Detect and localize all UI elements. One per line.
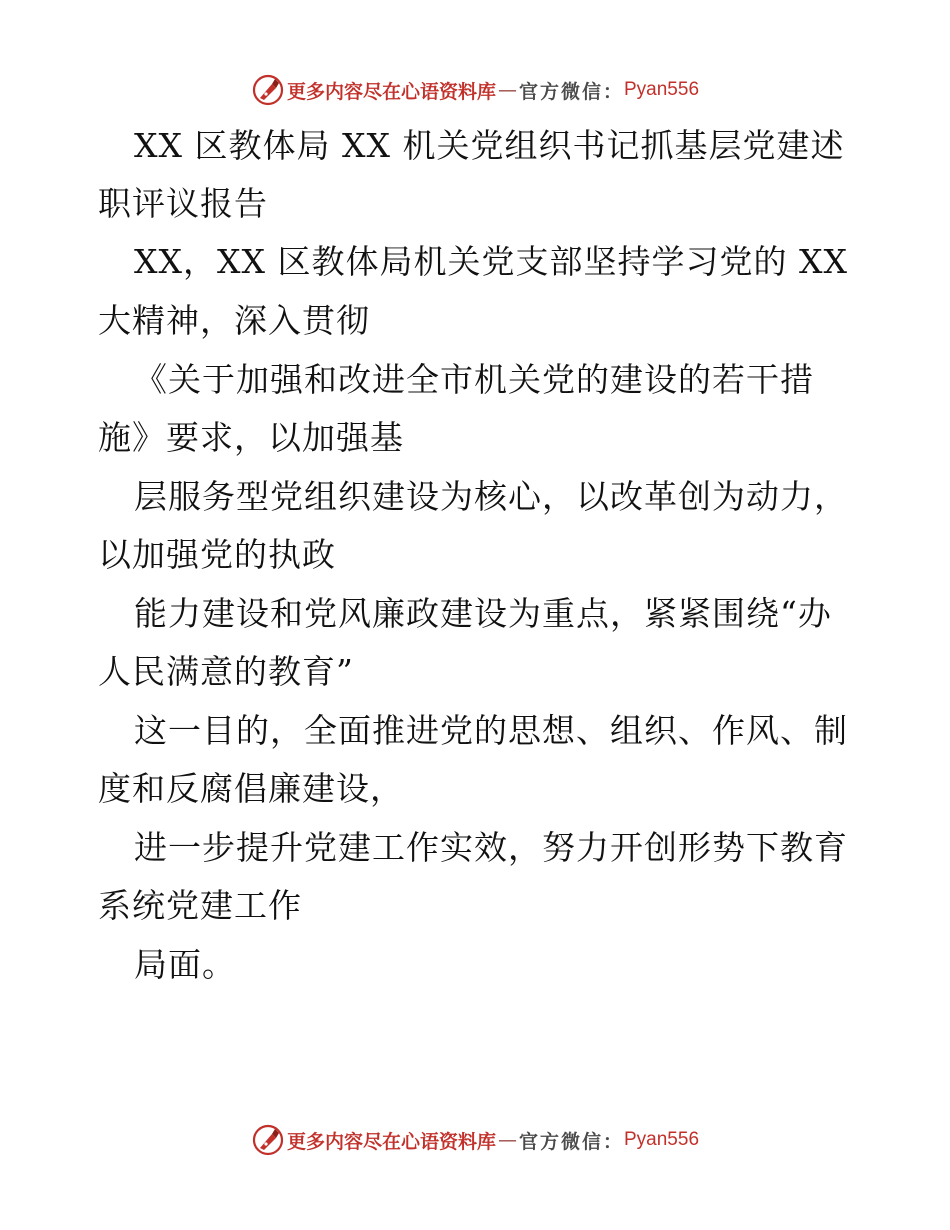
- header-banner: [0, 70, 950, 110]
- paragraph-line: 这一目的，全面推进党的思想、组织、作风、制: [134, 711, 848, 750]
- pen-nib-logo-icon: [251, 73, 285, 107]
- paragraph-line: 大精神，深入贯彻: [98, 301, 370, 340]
- banner-brand-text: 更多内容尽在心语资料库: [286, 1130, 496, 1153]
- document-title-line-1: XX 区教体局 XX 机关党组织书记抓基层党建述: [134, 126, 845, 165]
- banner-dash: —: [497, 1129, 517, 1151]
- banner-dash: —: [497, 79, 517, 101]
- banner-official-label: 官方微信：: [518, 80, 624, 103]
- banner-wechat-id: Pyan556: [624, 1129, 700, 1150]
- banner-brand-text: 更多内容尽在心语资料库: [286, 80, 496, 103]
- paragraph-line: 能力建设和党风廉政建设为重点，紧紧围绕“办: [134, 594, 832, 633]
- paragraph-line: 进一步提升党建工作实效，努力开创形势下教育: [134, 828, 848, 867]
- paragraph-line: XX，XX 区教体局机关党支部坚持学习党的 XX: [134, 242, 848, 281]
- paragraph-line: 施》要求，以加强基: [98, 418, 404, 457]
- document-title-line-2: 职评议报告: [98, 184, 268, 223]
- paragraph-line: 以加强党的执政: [98, 535, 336, 574]
- paragraph-line: 《关于加强和改进全市机关党的建设的若干措: [134, 360, 814, 399]
- banner-wechat-id: Pyan556: [624, 79, 700, 100]
- paragraph-line: 局面。: [134, 945, 236, 984]
- paragraph-line: 系统党建工作: [98, 886, 302, 925]
- paragraph-line: 人民满意的教育”: [98, 652, 354, 691]
- paragraph-line: 层服务型党组织建设为核心，以改革创为动力，: [134, 477, 848, 516]
- banner-official-label: 官方微信：: [518, 1130, 624, 1153]
- footer-banner: [0, 1120, 950, 1160]
- paragraph-line: 度和反腐倡廉建设，: [98, 769, 404, 808]
- pen-nib-logo-icon: [251, 1123, 285, 1157]
